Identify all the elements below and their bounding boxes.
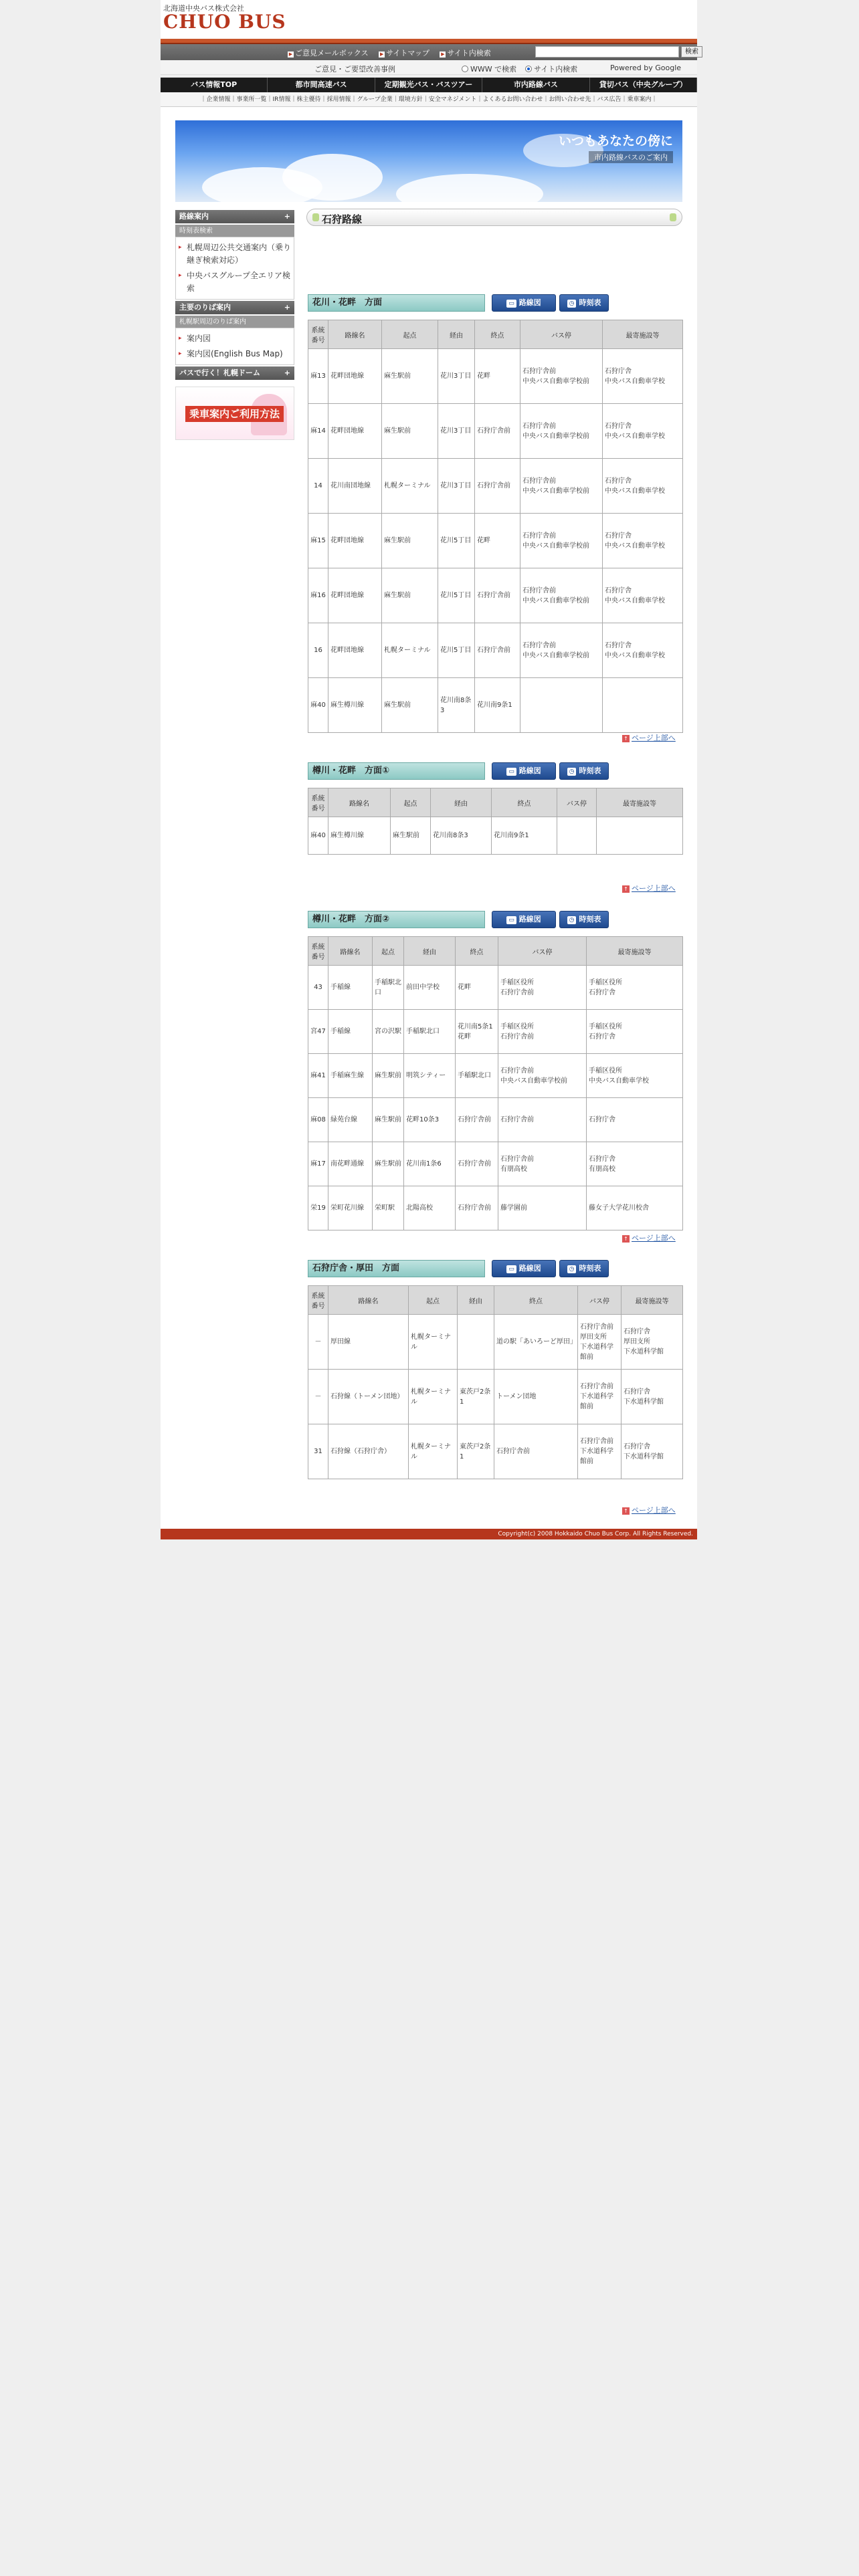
table-cell: 麻15 (308, 514, 328, 568)
table-cell: 札幌ターミナル (409, 1315, 458, 1370)
table-cell: 手稲区役所 石狩庁舎 (587, 966, 683, 1010)
search-options-bar (161, 60, 697, 75)
table-cell: 栄町駅 (373, 1186, 404, 1230)
nav-highway-bus[interactable]: 都市間高速バス (268, 78, 375, 92)
table-cell: 花川南5条1 花畔 (456, 1010, 498, 1054)
clock-icon: ◷ (567, 916, 577, 924)
sidebar-item-english-map[interactable]: ▸ 案内図(English Bus Map) (176, 346, 294, 362)
table-cell: 麻生駅前 (382, 404, 438, 459)
table-cell: 藤女子大学花川校舎 (587, 1186, 683, 1230)
table-cell: 石狩庁舎前 有朋高校 (498, 1142, 587, 1186)
sidebar-heading-routes[interactable]: 路線案内 + (175, 210, 294, 223)
table-cell: 石狩庁舎 下水道科学館 (622, 1424, 683, 1479)
table-cell: 札幌ターミナル (409, 1424, 458, 1479)
table-cell: 石狩庁舎前 (475, 404, 520, 459)
section-title: 樽川・花畔 方面① (308, 762, 485, 780)
column-header: 系統番号 (308, 788, 328, 817)
hero-headline: いつもあなたの傍に (558, 134, 673, 148)
table-cell: 石狩庁舎 中央バス自動車学校 (603, 404, 683, 459)
table-cell: 石狩庁舎 中央バス自動車学校 (603, 623, 683, 678)
table-cell (520, 678, 603, 733)
column-header: 最寄施設等 (597, 788, 683, 817)
arrow-icon: ▶ (288, 51, 293, 57)
table-cell: 宮の沢駅 (373, 1010, 404, 1054)
table-row (308, 1370, 683, 1424)
table-cell (557, 817, 597, 855)
table-cell: 14 (308, 459, 328, 514)
sidebar-heading-stops[interactable]: 主要のりば案内 + (175, 301, 294, 314)
map-icon: ▭ (506, 768, 516, 776)
table-row (308, 1098, 683, 1142)
table-row (308, 1315, 683, 1370)
table-cell: 東茨戸2条1 (458, 1370, 494, 1424)
table-cell: 花川3丁目 (438, 459, 475, 514)
route-map-button[interactable]: ▭ 路線図 (492, 911, 556, 928)
table-row (308, 623, 683, 678)
table-cell: 麻17 (308, 1142, 328, 1186)
table-row (308, 1054, 683, 1098)
radio-www-search[interactable]: WWW で検索 (462, 64, 516, 74)
table-cell: 手稲区役所 石狩庁舎前 (498, 1010, 587, 1054)
table-cell: 前田中学校 (404, 966, 456, 1010)
map-icon: ▭ (506, 1265, 516, 1273)
table-cell: 石狩庁舎前 (498, 1098, 587, 1142)
table-cell: 花川南9条1 (475, 678, 520, 733)
sidebar-item-transit-search[interactable]: ▸ 札幌周辺公共交通案内（乗り継ぎ検索対応） (176, 240, 294, 268)
page-wrapper (161, 0, 697, 1539)
table-cell: 栄町花川線 (328, 1186, 373, 1230)
column-header: 最寄施設等 (587, 937, 683, 966)
table-header-row (308, 788, 683, 817)
sidebar (175, 209, 294, 440)
table-row (308, 568, 683, 623)
table-cell: 石狩線（石狩庁舎） (328, 1424, 409, 1479)
table-cell: 石狩庁舎前 下水道科学館前 (578, 1424, 622, 1479)
route-section (308, 911, 682, 1230)
route-section (308, 762, 682, 855)
table-cell: 花畔 (475, 349, 520, 404)
table-cell: 緑苑台線 (328, 1098, 373, 1142)
table-cell: 麻40 (308, 678, 328, 733)
table-cell: 手稲区役所 中央バス自動車学校 (587, 1054, 683, 1098)
back-to-top-link[interactable]: ↑ ページ上部へ (622, 732, 697, 743)
back-to-top-link[interactable]: ↑ ページ上部へ (622, 883, 697, 893)
table-cell: 石狩庁舎前 (494, 1424, 578, 1479)
header-accent-bar (161, 39, 697, 44)
table-cell: 石狩庁舎前 中央バス自動車学校前 (520, 623, 603, 678)
table-cell: トーメン団地 (494, 1370, 578, 1424)
table-cell: 札幌ターミナル (382, 459, 438, 514)
table-cell: 花畔団地線 (328, 404, 382, 459)
table-cell: 石狩庁舎前 厚田支所 下水道科学館前 (578, 1315, 622, 1370)
table-cell: 東茨戸2条1 (458, 1424, 494, 1479)
table-cell: 石狩庁舎前 (475, 568, 520, 623)
table-cell: 31 (308, 1424, 328, 1479)
section-title: 樽川・花畔 方面② (308, 911, 485, 928)
table-cell: 麻生駅前 (382, 568, 438, 623)
table-cell: 麻生駅前 (382, 349, 438, 404)
sidebar-subheading-sapporo: 札幌駅周辺のりば案内 (175, 314, 294, 328)
table-cell: 麻生駅前 (373, 1098, 404, 1142)
table-cell: 南花畔通線 (328, 1142, 373, 1186)
table-cell: 麻生樽川線 (328, 678, 382, 733)
column-header: 系統番号 (308, 1286, 328, 1315)
map-icon: ▭ (506, 916, 516, 924)
column-header: バス停 (557, 788, 597, 817)
column-header: 経由 (438, 320, 475, 349)
table-cell: 石狩庁舎 中央バス自動車学校 (603, 349, 683, 404)
table-cell: 石狩庁舎 有朋高校 (587, 1142, 683, 1186)
table-row (308, 349, 683, 404)
column-header: 起点 (391, 788, 431, 817)
column-header: 経由 (404, 937, 456, 966)
table-cell: － (308, 1315, 328, 1370)
table-cell: 花畔 (475, 514, 520, 568)
clock-icon: ◷ (567, 300, 577, 308)
table-cell (603, 678, 683, 733)
column-header: 路線名 (328, 937, 373, 966)
column-header: 路線名 (328, 788, 391, 817)
column-header: 最寄施設等 (603, 320, 683, 349)
boarding-guide-banner[interactable] (175, 387, 294, 440)
arrow-icon: ▶ (441, 51, 445, 57)
table-header-row (308, 320, 683, 349)
column-header: 終点 (494, 1286, 578, 1315)
hero-subtitle: 市内路線バスのご案内 (589, 151, 673, 163)
back-to-top-link[interactable]: ↑ ページ上部へ (622, 1505, 697, 1515)
nav-sightseeing-bus[interactable]: 定期観光バス・バスツアー (375, 78, 482, 92)
table-cell: 手稲区役所 石狩庁舎前 (498, 966, 587, 1010)
sidebar-stop-list (175, 328, 294, 365)
powered-by-google: Powered by Google (610, 64, 682, 72)
section-header (308, 1260, 682, 1279)
nav-city-bus[interactable]: 市内路線バス (482, 78, 589, 92)
sidebar-subheading-timetable: 時刻表検索 (175, 223, 294, 237)
table-cell: 花川3丁目 (438, 349, 475, 404)
route-section (308, 294, 682, 733)
route-map-button[interactable]: ▭ 路線図 (492, 762, 556, 780)
table-cell: 麻生駅前 (382, 514, 438, 568)
table-cell (597, 817, 683, 855)
sidebar-item-guide-map[interactable]: ▸ 案内図 (176, 331, 294, 346)
utility-nav (288, 47, 499, 58)
table-cell: 石狩庁舎前 中央バス自動車学校前 (520, 404, 603, 459)
table-cell: 花川南1条6 (404, 1142, 456, 1186)
timetable-button[interactable]: ◷ 時刻表 (559, 1260, 609, 1277)
table-cell: 厚田線 (328, 1315, 409, 1370)
table-cell: 手稲駅北口 (456, 1054, 498, 1098)
table-cell: 石狩庁舎 厚田支所 下水道科学館 (622, 1315, 683, 1370)
table-cell: 栄19 (308, 1186, 328, 1230)
table-cell: 麻16 (308, 568, 328, 623)
section-title: 花川・花畔 方面 (308, 294, 485, 312)
table-cell: 麻40 (308, 817, 328, 855)
timetable-button[interactable]: ◷ 時刻表 (559, 911, 609, 928)
utility-bar (161, 44, 697, 60)
table-cell: 麻生駅前 (382, 678, 438, 733)
table-cell: 花川南団地線 (328, 459, 382, 514)
table-cell: 石狩庁舎前 (456, 1142, 498, 1186)
route-map-button[interactable]: ▭ 路線図 (492, 1260, 556, 1277)
table-row (308, 1142, 683, 1186)
route-table (308, 788, 683, 855)
table-cell: 花畔団地線 (328, 349, 382, 404)
timetable-button[interactable]: ◷ 時刻表 (559, 762, 609, 780)
column-header: 系統番号 (308, 937, 328, 966)
table-cell: 麻生駅前 (391, 817, 431, 855)
sidebar-heading-dome[interactable]: バスで行く！札幌ドーム + (175, 366, 294, 380)
main-nav (161, 75, 697, 92)
table-cell: 麻生駅前 (373, 1054, 404, 1098)
table-cell: 石狩庁舎前 (456, 1186, 498, 1230)
column-header: 路線名 (328, 320, 382, 349)
hero-banner (175, 120, 682, 202)
table-cell: 花畔 (456, 966, 498, 1010)
table-cell: 石狩庁舎前 (456, 1098, 498, 1142)
table-cell: 麻08 (308, 1098, 328, 1142)
table-cell: 石狩庁舎 下水道科学館 (622, 1370, 683, 1424)
table-row (308, 459, 683, 514)
table-cell: 花畔団地線 (328, 623, 382, 678)
table-cell: 宮47 (308, 1010, 328, 1054)
section-header (308, 762, 682, 781)
feedback-mail-link[interactable]: ▶ ご意見メールボックス (288, 49, 369, 58)
table-row (308, 404, 683, 459)
table-cell: 石狩庁舎前 (475, 623, 520, 678)
table-cell: 43 (308, 966, 328, 1010)
table-row (308, 817, 683, 855)
footer-copyright: Copyright(c) 2008 Hokkaido Chuo Bus Corp. All Rights Reserved. (161, 1529, 697, 1539)
table-cell: 北陽高校 (404, 1186, 456, 1230)
table-cell: 石狩庁舎前 中央バス自動車学校前 (520, 514, 603, 568)
table-cell: 手稲区役所 石狩庁舎 (587, 1010, 683, 1054)
route-section (308, 1260, 682, 1479)
table-cell: 石狩庁舎前 中央バス自動車学校前 (520, 568, 603, 623)
search-input[interactable] (535, 46, 679, 58)
table-row (308, 966, 683, 1010)
table-cell: 札幌ターミナル (382, 623, 438, 678)
radio-selected-icon (525, 66, 532, 72)
table-cell: 石狩庁舎 (587, 1098, 683, 1142)
column-header: 起点 (409, 1286, 458, 1315)
table-cell: 麻生駅前 (373, 1142, 404, 1186)
table-cell: 麻13 (308, 349, 328, 404)
table-cell: 花川南9条1 (492, 817, 557, 855)
sitemap-link[interactable]: ▶ サイトマップ (379, 49, 430, 58)
table-cell: 花川南8条3 (438, 678, 475, 733)
route-table (308, 1285, 683, 1479)
table-cell: 明筑シティー (404, 1054, 456, 1098)
table-cell: 石狩庁舎前 中央バス自動車学校前 (498, 1054, 587, 1098)
column-header: 最寄施設等 (622, 1286, 683, 1315)
table-cell: 手稲線 (328, 966, 373, 1010)
column-header: 路線名 (328, 1286, 409, 1315)
route-table (308, 936, 683, 1230)
table-cell: 花川5丁目 (438, 514, 475, 568)
table-row (308, 514, 683, 568)
table-row (308, 1186, 683, 1230)
site-header (161, 0, 697, 39)
table-cell: 手稲駅北口 (404, 1010, 456, 1054)
table-cell: 手稲駅北口 (373, 966, 404, 1010)
table-cell: 手稲線 (328, 1010, 373, 1054)
table-cell: － (308, 1370, 328, 1424)
column-header: バス停 (520, 320, 603, 349)
table-cell: 道の駅「あいろーど厚田」 (494, 1315, 578, 1370)
sidebar-route-list (175, 237, 294, 300)
section-header (308, 294, 682, 313)
table-cell: 藤学園前 (498, 1186, 587, 1230)
table-cell: 手稲麻生線 (328, 1054, 373, 1098)
sidebar-item-group-search[interactable]: ▸ 中央バスグループ全エリア検索 (176, 268, 294, 296)
column-header: 経由 (431, 788, 492, 817)
nav-bus-top[interactable]: バス情報TOP (161, 78, 268, 92)
table-cell: 石狩線（トーメン団地） (328, 1370, 409, 1424)
table-row (308, 678, 683, 733)
table-cell: 麻14 (308, 404, 328, 459)
site-search-label: ▶ サイト内検索 (441, 49, 491, 58)
section-title: 石狩庁舎・厚田 方面 (308, 1260, 485, 1277)
table-cell: 花川5丁目 (438, 568, 475, 623)
sub-nav[interactable]: ｜企業情報｜事業所一覧｜IR情報｜株主優待｜採用情報｜グループ企業｜環境方針｜安全マネジメント｜よくあるお問い合わせ｜お問い合わせ先｜バス広告｜乗車案内｜ (161, 92, 697, 107)
table-cell: 石狩庁舎 中央バス自動車学校 (603, 459, 683, 514)
table-header-row (308, 1286, 683, 1315)
corp-name: 北海道中央バス株式会社 (163, 4, 244, 13)
table-cell: 麻41 (308, 1054, 328, 1098)
clock-icon: ◷ (567, 1265, 577, 1273)
table-row (308, 1010, 683, 1054)
column-header: 系統番号 (308, 320, 328, 349)
table-cell: 花川3丁目 (438, 404, 475, 459)
table-cell: 花畔団地線 (328, 514, 382, 568)
column-header: 終点 (475, 320, 520, 349)
banner-label: 乗車案内ご利用方法 (185, 406, 284, 422)
table-cell: 札幌ターミナル (409, 1370, 458, 1424)
table-row (308, 1424, 683, 1479)
route-table (308, 320, 683, 733)
page-title: 石狩路線 (322, 213, 363, 225)
radio-site-search[interactable]: サイト内検索 (525, 64, 577, 74)
feedback-cases-link[interactable]: ご意見・ご要望改善事例 (314, 65, 395, 74)
column-header: 終点 (456, 937, 498, 966)
table-cell: 石狩庁舎前 下水道科学館前 (578, 1370, 622, 1424)
site-logo[interactable]: CHUO BUS (163, 11, 286, 33)
column-header: 終点 (492, 788, 557, 817)
table-cell: 花畔団地線 (328, 568, 382, 623)
table-cell: 石狩庁舎 中央バス自動車学校 (603, 568, 683, 623)
search-button[interactable]: 検索 (681, 46, 702, 58)
table-cell: 花川5丁目 (438, 623, 475, 678)
table-cell: 石狩庁舎前 中央バス自動車学校前 (520, 349, 603, 404)
timetable-button[interactable]: ◷ 時刻表 (559, 294, 609, 312)
column-header: 起点 (382, 320, 438, 349)
table-cell: 石狩庁舎前 中央バス自動車学校前 (520, 459, 603, 514)
column-header: バス停 (498, 937, 587, 966)
nav-charter-bus[interactable]: 貸切バス（中央グループ） (590, 78, 697, 92)
table-cell: 石狩庁舎前 (475, 459, 520, 514)
column-header: バス停 (578, 1286, 622, 1315)
clock-icon: ◷ (567, 768, 577, 776)
map-icon: ▭ (506, 300, 516, 308)
table-cell: 花川南8条3 (431, 817, 492, 855)
table-cell: 花畔10条3 (404, 1098, 456, 1142)
page-title-bar (306, 209, 682, 226)
radio-icon (462, 66, 468, 72)
table-cell (458, 1315, 494, 1370)
arrow-icon: ▶ (379, 51, 384, 57)
table-cell: 石狩庁舎 中央バス自動車学校 (603, 514, 683, 568)
column-header: 経由 (458, 1286, 494, 1315)
table-cell: 麻生樽川線 (328, 817, 391, 855)
route-map-button[interactable]: ▭ 路線図 (492, 294, 556, 312)
table-header-row (308, 937, 683, 966)
section-header (308, 911, 682, 930)
table-cell: 16 (308, 623, 328, 678)
back-to-top-link[interactable]: ↑ ページ上部へ (622, 1232, 697, 1243)
column-header: 起点 (373, 937, 404, 966)
